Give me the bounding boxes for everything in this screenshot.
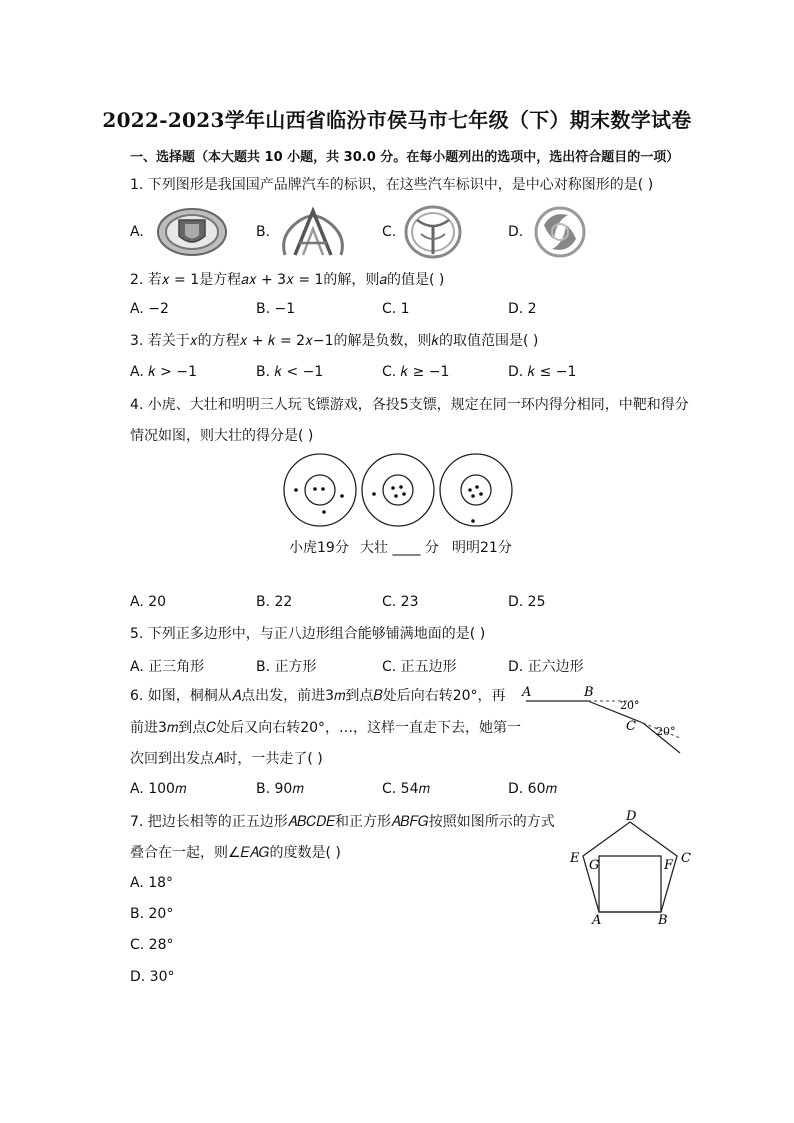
q6-option-c: C. 54𝑚 (382, 781, 430, 797)
q3-option-b: B. 𝑘 < −1 (256, 364, 324, 380)
q1-option-b: B. (256, 224, 271, 240)
q6-option-d: D. 60𝑚 (508, 781, 557, 797)
question-2-text: 2. 若𝑥 = 1是方程𝑎𝑥 + 3𝑥 = 1的解，则𝑎的值是( ) (130, 272, 445, 288)
label-d: D (626, 809, 637, 824)
question-6-line3: 次回到出发点𝐴时，一共走了( ) (130, 751, 323, 767)
walking-path-figure (518, 683, 688, 755)
label-a: A (522, 685, 532, 700)
label-a: A (592, 913, 602, 926)
q4-option-b: B. 22 (256, 594, 293, 610)
question-5-text: 5. 下列正多边形中，与正八边形组合能够铺满地面的是( ) (130, 626, 486, 642)
q2-option-c: C. 1 (382, 301, 410, 317)
label-g: G (589, 858, 600, 873)
question-4-line2: 情况如图，则大壮的得分是( ) (130, 428, 314, 444)
q1-option-a: A. (130, 224, 144, 240)
q2-option-a: A. −2 (130, 301, 169, 317)
caption-mingming: 明明21分 (452, 540, 512, 556)
target-mingming (440, 454, 512, 526)
pentagon-square-figure (566, 806, 696, 926)
dart-targets-figure (280, 452, 520, 532)
q1-option-d: D. (508, 224, 524, 240)
car-logo-b-icon (277, 205, 349, 261)
q7-option-c: C. 28° (130, 937, 174, 953)
q7-option-a: A. 18° (130, 875, 174, 891)
q6-option-b: B. 90𝑚 (256, 781, 304, 797)
q4-option-d: D. 25 (508, 594, 546, 610)
q5-option-a: A. 正三角形 (130, 659, 205, 675)
car-logo-a-icon (155, 206, 230, 258)
q2-option-d: D. 2 (508, 301, 537, 317)
page-title: 2022-2023学年山西省临汾市侯马市七年级（下）期末数学试卷 (102, 108, 692, 132)
target-xiaohu (284, 454, 356, 526)
q3-option-d: D. 𝑘 ≤ −1 (508, 364, 577, 380)
q3-option-c: C. 𝑘 ≥ −1 (382, 364, 450, 380)
car-logo-c-icon (403, 204, 463, 260)
question-6-line2: 前进3𝑚到点𝐶处后又向右转20°，…，这样一直走下去，她第一 (130, 720, 522, 736)
label-b: B (658, 913, 668, 926)
question-3-text: 3. 若关于𝑥的方程𝑥 + 𝑘 = 2𝑥−1的解是负数，则𝑘的取值范围是( ) (130, 333, 539, 349)
target-dazhuang (362, 454, 434, 526)
q6-option-a: A. 100𝑚 (130, 781, 187, 797)
question-6-line1: 6. 如图，桐桐从𝐴点出发，前进3𝑚到点𝐵处后向右转20°，再 (130, 688, 506, 704)
caption-dazhuang: 大壮 ____ 分 (360, 540, 439, 556)
q3-option-a: A. 𝑘 > −1 (130, 364, 197, 380)
q5-option-b: B. 正方形 (256, 659, 317, 675)
angle-label-1: 20° (620, 699, 640, 712)
q1-option-c: C. (382, 224, 397, 240)
car-logo-d-icon (532, 205, 588, 259)
question-7-line2: 叠合在一起，则∠𝐸𝐴𝐺的度数是( ) (130, 845, 341, 861)
q7-option-d: D. 30° (130, 969, 175, 985)
question-4-line1: 4. 小虎、大壮和明明三人玩飞镖游戏，各投5支镖，规定在同一环内得分相同，中靶和得分 (130, 397, 689, 413)
q2-option-b: B. −1 (256, 301, 296, 317)
q7-option-b: B. 20° (130, 906, 174, 922)
section-header: 一、选择题（本大题共 10 小题，共 30.0 分。在每小题列出的选项中，选出符合题目的一项） (130, 150, 680, 165)
label-c: C (681, 851, 691, 866)
label-e: E (570, 851, 580, 866)
label-c: C (626, 719, 636, 734)
label-f: F (664, 858, 674, 873)
question-1-text: 1. 下列图形是我国国产品牌汽车的标识，在这些汽车标识中，是中心对称图形的是( ) (130, 177, 654, 193)
q4-option-c: C. 23 (382, 594, 419, 610)
q5-option-d: D. 正六边形 (508, 659, 584, 675)
q5-option-c: C. 正五边形 (382, 659, 457, 675)
question-7-line1: 7. 把边长相等的正五边形𝐴𝐵𝐶𝐷𝐸和正方形𝐴𝐵𝐹𝐺按照如图所示的方式 (130, 814, 555, 830)
caption-xiaohu: 小虎19分 (289, 540, 349, 556)
angle-label-2: 20° (656, 725, 676, 738)
q4-option-a: A. 20 (130, 594, 167, 610)
label-b: B (584, 685, 594, 700)
